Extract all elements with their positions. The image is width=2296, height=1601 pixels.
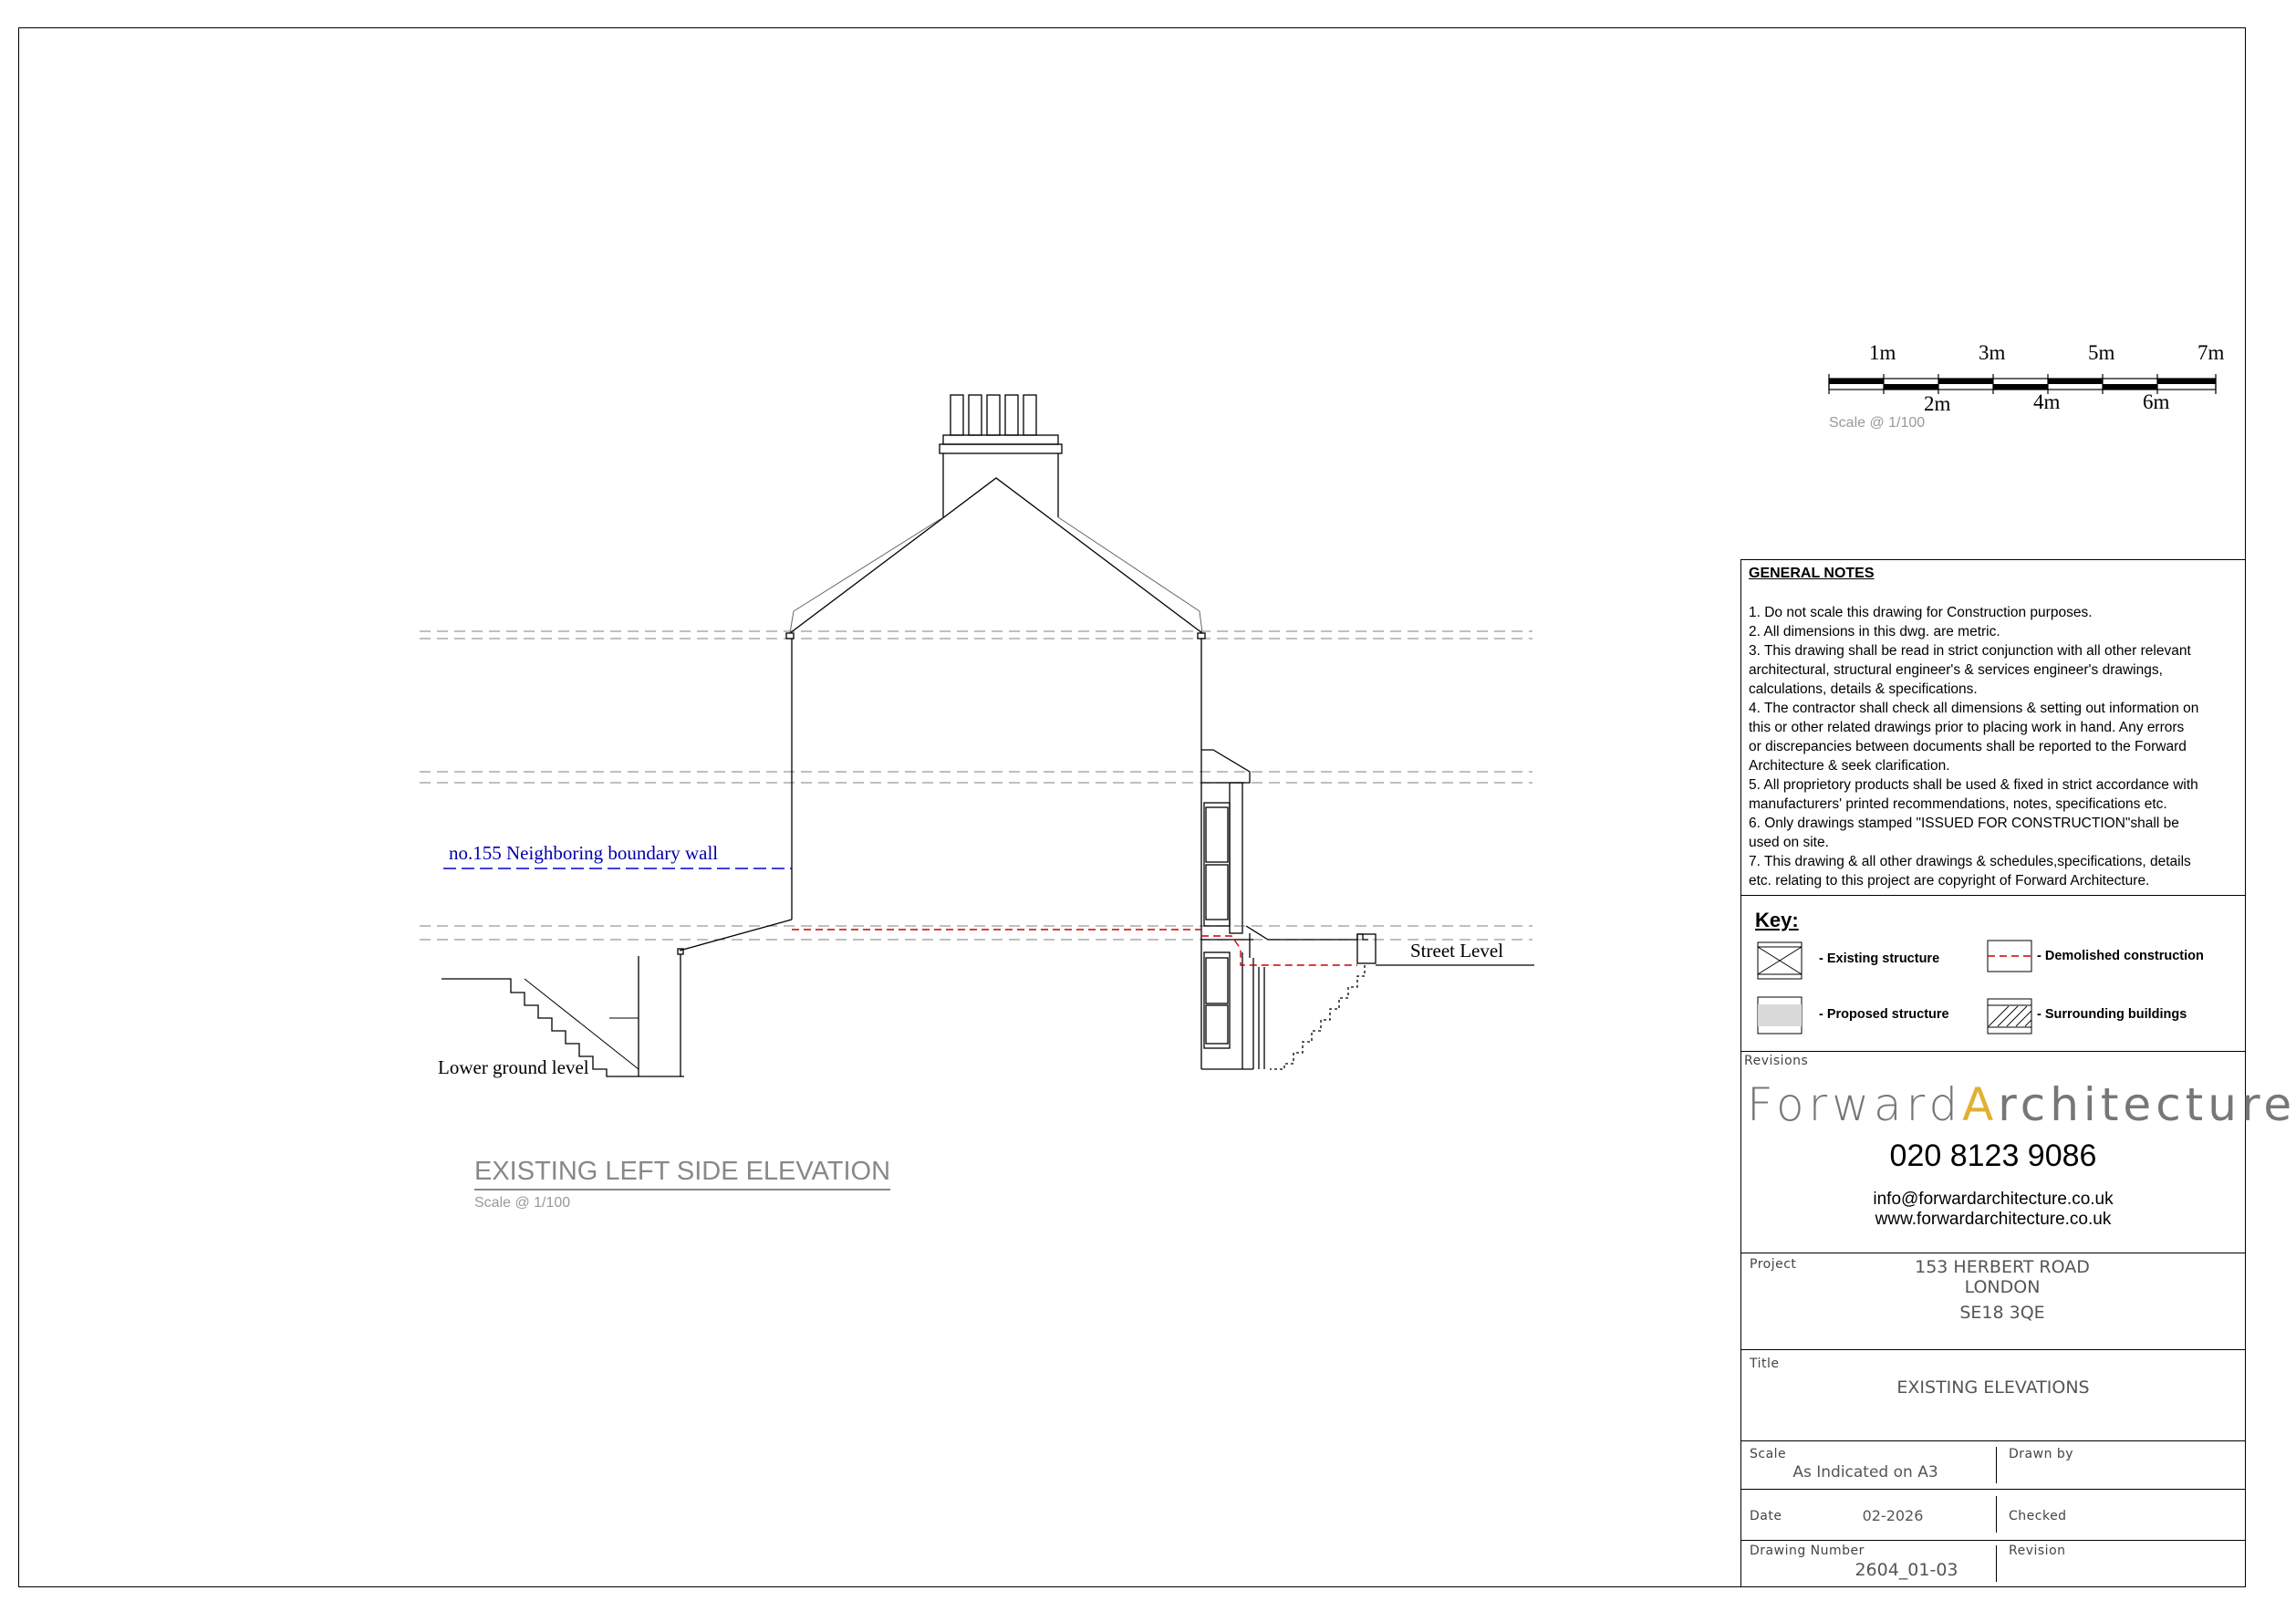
scale-label-5m: 5m xyxy=(2088,341,2115,364)
street-level-label: Street Level xyxy=(1410,940,1504,962)
scale-value: As Indicated on A3 xyxy=(1792,1463,1938,1481)
divider xyxy=(1740,1489,2246,1490)
company-email: info@forwardarchitecture.co.uk xyxy=(1873,1190,2114,1209)
note-line: this or other related drawings prior to placing work in hand. Any errors xyxy=(1749,720,2185,735)
project-line3: SE18 3QE xyxy=(1959,1303,2045,1323)
right-wall xyxy=(1201,639,1253,1069)
note-line: 7. This drawing & all other drawings & schedules,specifications, details xyxy=(1749,854,2191,869)
checked-label: Checked xyxy=(2009,1509,2067,1523)
divider xyxy=(1996,1496,1997,1533)
title-label: Title xyxy=(1750,1357,1780,1371)
scale-label: Scale xyxy=(1750,1447,1787,1461)
drawing-number-value: 2604_01-03 xyxy=(1854,1560,1958,1580)
scale-label-2m: 2m xyxy=(1924,392,1951,415)
divider xyxy=(1996,1447,1997,1483)
scale-bar-caption: Scale @ 1/100 xyxy=(1829,415,1926,431)
company-website: www.forwardarchitecture.co.uk xyxy=(1875,1210,2112,1229)
key-surrounding-label: - Surrounding buildings xyxy=(2037,1007,2187,1022)
note-line: 1. Do not scale this drawing for Construction purposes. xyxy=(1749,605,2093,620)
key-existing-swatch xyxy=(1757,941,1803,980)
divider xyxy=(1740,895,2246,896)
project-line1: 153 HERBERT ROAD xyxy=(1915,1257,2090,1277)
scale-label-6m: 6m xyxy=(2143,390,2170,413)
divider xyxy=(1740,1349,2246,1350)
divider xyxy=(1740,1051,2246,1052)
scale-label-3m: 3m xyxy=(1979,341,2006,364)
scale-bar xyxy=(1829,374,2230,401)
company-name-part2: A xyxy=(1962,1078,1999,1131)
drawing-number-label: Drawing Number xyxy=(1750,1544,1865,1558)
gable-roof xyxy=(786,478,1205,639)
boundary-wall-label: no.155 Neighboring boundary wall xyxy=(449,842,719,864)
revision-label: Revision xyxy=(2009,1544,2066,1558)
company-name-part3: rchitecture xyxy=(1998,1078,2296,1131)
key-existing-label: - Existing structure xyxy=(1819,951,1940,966)
note-line: etc. relating to this project are copyright of Forward Architecture. xyxy=(1749,873,2150,889)
note-line: used on site. xyxy=(1749,835,1829,850)
general-notes-body xyxy=(1749,603,2198,890)
lower-ground-label: Lower ground level xyxy=(438,1056,589,1078)
note-line: calculations, details & specifications. xyxy=(1749,681,1978,697)
drawing-scale: Scale @ 1/100 xyxy=(474,1195,571,1211)
key-proposed-swatch xyxy=(1757,996,1803,1034)
note-line: 3. This drawing shall be read in strict conjunction with all other relevant xyxy=(1749,643,2191,659)
note-line: architectural, structural engineer's & services engineer's drawings, xyxy=(1749,662,2163,678)
date-value: 02-2026 xyxy=(1862,1507,1924,1524)
title-value: EXISTING ELEVATIONS xyxy=(1896,1377,2090,1398)
key-demolished-label: - Demolished construction xyxy=(2037,949,2204,963)
project-label: Project xyxy=(1750,1257,1797,1272)
note-line: manufacturers' printed recommendations, notes, specifications etc. xyxy=(1749,796,2167,812)
key-demolished-swatch xyxy=(1987,940,2032,972)
drawn-by-label: Drawn by xyxy=(2009,1447,2074,1461)
key-surrounding-swatch xyxy=(1987,998,2032,1034)
scale-label-4m: 4m xyxy=(2033,390,2061,413)
scale-label-1m: 1m xyxy=(1869,341,1896,364)
divider xyxy=(1996,1545,1997,1582)
note-line: Architecture & seek clarification. xyxy=(1749,758,1950,774)
revisions-label: Revisions xyxy=(1744,1054,1809,1068)
note-line: 4. The contractor shall check all dimensions & setting out information on xyxy=(1749,701,2199,716)
key-heading: Key: xyxy=(1755,909,1799,931)
note-line: 5. All proprietory products shall be used & fixed in strict accordance with xyxy=(1749,777,2198,793)
level-lines xyxy=(420,631,1532,940)
company-name-part1: Forward xyxy=(1747,1078,1963,1131)
divider xyxy=(1740,1440,2246,1441)
demolished-lines xyxy=(792,930,1357,965)
company-logo xyxy=(1747,1078,2296,1131)
company-phone: 020 8123 9086 xyxy=(1889,1138,2097,1173)
note-line: 2. All dimensions in this dwg. are metric. xyxy=(1749,624,2000,639)
divider xyxy=(1740,1540,2246,1541)
scale-label-7m: 7m xyxy=(2197,341,2225,364)
drawing-title: EXISTING LEFT SIDE ELEVATION xyxy=(474,1157,890,1190)
date-label: Date xyxy=(1750,1509,1782,1523)
note-line: or discrepancies between documents shall be reported to the Forward xyxy=(1749,739,2187,754)
note-line: 6. Only drawings stamped "ISSUED FOR CONSTRUCTION"shall be xyxy=(1749,816,2179,831)
project-line2: LONDON xyxy=(1964,1277,2041,1297)
general-notes-heading: GENERAL NOTES xyxy=(1749,566,1875,581)
chimney xyxy=(940,395,1062,517)
key-proposed-label: - Proposed structure xyxy=(1819,1007,1949,1022)
